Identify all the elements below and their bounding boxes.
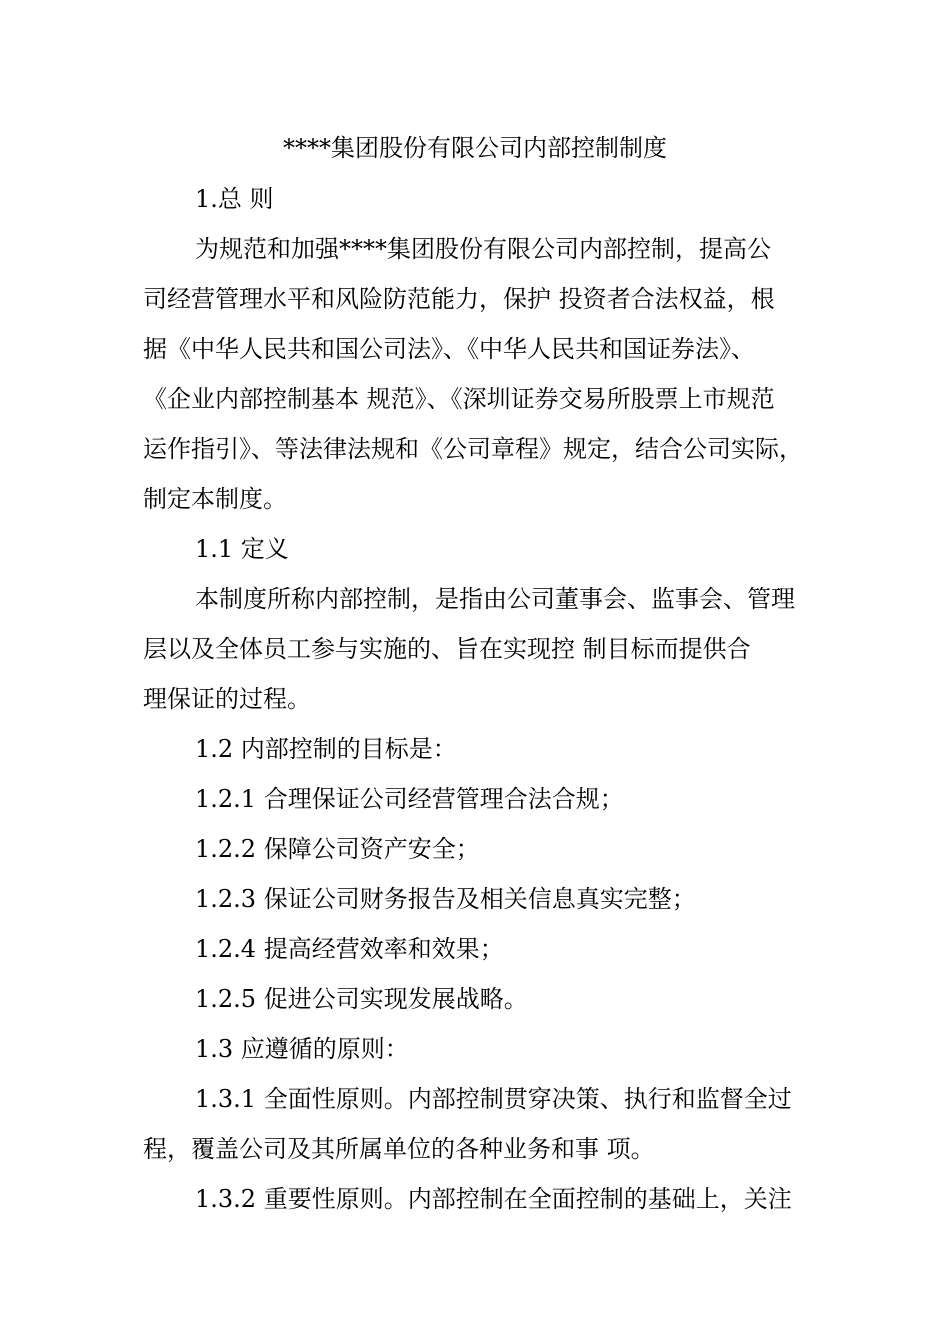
paragraph-line: 运作指引》、等法律法规和《公司章程》规定，结合公司实际， — [143, 435, 803, 463]
list-item: 1.2.2 保障公司资产安全； — [195, 835, 480, 863]
list-item: 1.2.5 促进公司实现发展战略。 — [195, 985, 528, 1013]
section-heading-general: 1.总 则 — [195, 185, 274, 213]
paragraph-line: 理保证的过程。 — [143, 685, 311, 713]
list-item: 1.3.2 重要性原则。内部控制在全面控制的基础上，关注 — [195, 1185, 792, 1213]
paragraph-line: 层以及全体员工参与实施的、旨在实现控 制目标而提供合 — [143, 635, 751, 663]
list-item: 1.2.1 合理保证公司经营管理合法合规； — [195, 785, 624, 813]
paragraph-line: 制定本制度。 — [143, 485, 287, 513]
paragraph-line: 《企业内部控制基本 规范》、《深圳证券交易所股票上市规范 — [143, 385, 775, 413]
list-item: 1.2.3 保证公司财务报告及相关信息真实完整； — [195, 885, 696, 913]
section-heading-definition: 1.1 定义 — [195, 535, 289, 563]
paragraph-line: 本制度所称内部控制，是指由公司董事会、监事会、管理 — [195, 585, 795, 613]
paragraph-line: 据《中华人民共和国公司法》、《中华人民共和国证券法》、 — [143, 335, 755, 363]
paragraph-line: 司经营管理水平和风险防范能力，保护 投资者合法权益，根 — [143, 285, 775, 313]
paragraph-line: 为规范和加强****集团股份有限公司内部控制，提高公 — [195, 235, 771, 263]
list-item: 1.2.4 提高经营效率和效果； — [195, 935, 504, 963]
section-heading-objectives: 1.2 内部控制的目标是： — [195, 735, 457, 763]
paragraph-line: 程，覆盖公司及其所属单位的各种业务和事 项。 — [143, 1135, 655, 1163]
section-heading-principles: 1.3 应遵循的原则： — [195, 1035, 409, 1063]
list-item: 1.3.1 全面性原则。内部控制贯穿决策、执行和监督全过 — [195, 1085, 792, 1113]
document-title: ****集团股份有限公司内部控制制度 — [283, 134, 667, 162]
